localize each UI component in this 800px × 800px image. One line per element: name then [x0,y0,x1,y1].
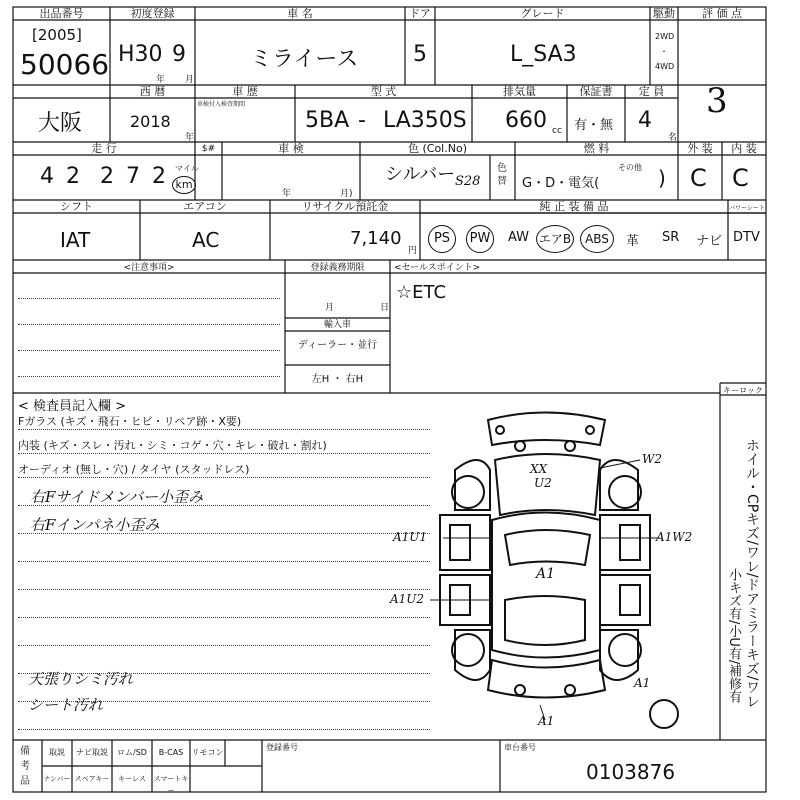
reg-expiry-month: 月 [325,303,335,313]
notes-line [18,298,280,299]
score-hand: 3 [706,81,728,121]
reg-month: 9 [172,42,186,67]
bottom-r2-2: スペアキー [74,775,110,783]
bottom-r1-1: 取説 [49,748,65,757]
history-sub-label: 車検付入検査期間 [197,101,246,108]
inspection-label: 車 検 [278,142,304,155]
color-label: 色 (Col.No) [407,142,467,155]
notes-line [18,376,280,377]
exterior-grade: C [690,164,707,192]
chassis-number: 0103876 [586,760,676,784]
capacity-label: 定 員 [638,85,665,98]
drive-4wd: 4WD [655,62,675,71]
inspector-line-glass: Fガラス (キズ・飛石・ヒビ・リペア跡・X要) [18,415,242,428]
mileage-mile: マイル [175,164,199,173]
inspector-line [18,477,430,478]
lot-no-label: 出品番号 [39,7,84,20]
dollar-label: $# [201,144,216,154]
chassis-label: 車台番号 [504,743,536,752]
equip-airbag: エアB [536,225,574,253]
equip-navi: ナビ [696,234,723,249]
recycle-label: リサイクル預託金 [301,200,389,213]
inspector-line [18,429,430,430]
keylock-label: キーロック [723,386,763,395]
grade: L_SA3 [510,42,577,67]
mark-rear: A1 [538,714,555,728]
type-code: LA350S [383,108,467,133]
door-label: ドア [409,7,431,20]
inspector-line [18,645,430,646]
doors: 5 [413,42,427,67]
inspection-year-unit: 年 [282,189,292,199]
grade-label: グレード [520,7,565,20]
model-year-label: 西 暦 [139,85,166,98]
first-reg-label: 初度登録 [130,7,175,20]
drive-sep: ・ [660,47,668,56]
car-name-label: 車 名 [287,7,313,20]
bottom-r2-1: ナンバー [43,775,71,783]
mileage-d3: 2 [100,164,114,189]
reg-expiry-label: 登録義務期限 [310,263,365,273]
notes-label: <注意事項> [123,263,175,273]
handwritten-note-3: 天張りシミ汚れ [28,670,134,688]
fuel-label: 燃 料 [583,142,610,155]
mileage-d4: 7 [126,164,140,189]
shift: IAT [60,228,91,252]
bottom-r1-5: リモコン [191,748,224,757]
inspector-line [18,617,430,618]
bottom-r1-2: ナビ取説 [76,748,108,757]
equip-abs: ABS [580,225,614,253]
mark-front: XX [530,462,548,476]
mark-front-u: U2 [534,476,552,490]
capacity-unit: 名 [668,133,678,143]
bottom-r1-4: B-CAS [158,748,184,757]
score-label: 評 価 点 [702,7,742,20]
bottom-r1-3: ロム/SD [117,748,147,757]
fuel-other-label: その他 [618,163,642,172]
inspector-line [18,589,430,590]
inspector-line [18,561,430,562]
fuel-close: ) [658,166,666,190]
inspection-month-unit: 月) [340,189,353,199]
equip-aw: AW [508,230,530,245]
reg-expiry-day: 日 [380,303,390,313]
recycle-value: 7,140 [350,228,402,249]
drive-2wd: 2WD [655,32,675,41]
car-name: ミライース [250,47,359,72]
reg-no-label: 登録番号 [266,743,298,752]
mileage-d5: 2 [152,164,166,189]
equipment-label: 純 正 装 備 品 [539,200,609,213]
displacement-value: 660 [505,108,547,133]
notes-line [18,350,280,351]
shift-label: シフト [60,200,93,213]
interior-label: 内 装 [731,142,757,155]
inspector-line [18,729,430,730]
mileage-d1: 4 [40,164,54,189]
mark-roof: A1 [536,566,556,582]
warranty: 有・無 [574,118,614,133]
lot-sub: [2005] [32,26,82,44]
mileage-label: 走 行 [91,142,117,155]
remarks-label: 備考品 [20,746,30,787]
equip-ps: PS [428,225,456,253]
type-prefix: 5BA [305,108,350,133]
equip-pw: PW [466,225,494,253]
handwritten-note-1: 右Fサイドメンバー小歪み [30,488,204,506]
handwritten-note-2: 右Fインパネ小歪み [30,516,160,534]
equip-dtv: DTV [733,230,760,245]
equip-leather: 革 [626,234,640,249]
region: 大阪 [38,111,83,136]
sales-label: <セールスポイント> [394,263,481,273]
color-name: シルバー [385,164,456,185]
reg-year-suffix: 年 [156,75,166,85]
type-label: 型 式 [370,85,397,98]
sales-point: ☆ETC [396,282,447,303]
import-value: ディーラー・並行 [297,340,378,351]
displacement-label: 排気量 [503,85,536,98]
mileage-km: km [172,176,196,194]
drive-label: 駆動 [653,7,675,20]
mark-front-right: W2 [642,452,662,466]
model-year: 2018 [130,112,171,131]
legend-vertical-2: 小キズ有/小U有/補修有 [726,568,741,704]
warranty-label: 保証書 [579,85,613,98]
history-label: 車 歴 [232,85,258,98]
lot-number: 50066 [20,48,110,81]
bottom-r2-3: キーレス [118,775,146,783]
recycle-unit: 円 [408,246,418,256]
exterior-label: 外 装 [687,142,713,155]
inspector-line [18,453,430,454]
model-year-suffix: 年 [185,133,195,143]
pw-sheet-label: パワーシート [729,205,765,212]
equip-sr: SR [662,230,680,245]
capacity-value: 4 [638,108,652,133]
fuel-options: G・D・電気( [522,176,600,191]
handwritten-note-4: シート汚れ [28,696,104,714]
mileage-d2: 2 [66,164,80,189]
aircon-label: エアコン [183,200,227,213]
inspector-line-interior: 内装 (キズ・スレ・汚れ・シミ・コゲ・穴・キレ・破れ・割れ) [18,439,327,452]
reg-era-year: H30 [118,42,163,67]
notes-line [18,324,280,325]
legend-vertical: ホイル・CPキズ/ワレ/ドアミラーキズ/ワレ [744,438,760,709]
import-label: 輸入車 [323,320,351,330]
mark-right-front: A1W2 [656,530,693,544]
mark-left-front: A1U1 [393,530,428,544]
type-dash: - [358,108,366,133]
mark-left-rear: A1U2 [390,592,425,606]
interior-grade: C [732,164,749,192]
color-code: S28 [455,174,481,189]
steering: 左H ・ 右H [311,374,364,385]
inspector-line-audio: オーディオ (無し・穴) / タイヤ (スタッドレス) [18,463,250,476]
displacement-unit: cc [552,126,562,136]
aircon: AC [192,228,220,252]
mark-right-rear: A1 [634,676,651,690]
color-change-label: 色替 [497,163,507,187]
inspector-title: < 検査員記入欄 > [18,399,127,414]
bottom-r2-4: スマートキー [153,775,189,795]
reg-month-suffix: 月 [185,75,195,85]
